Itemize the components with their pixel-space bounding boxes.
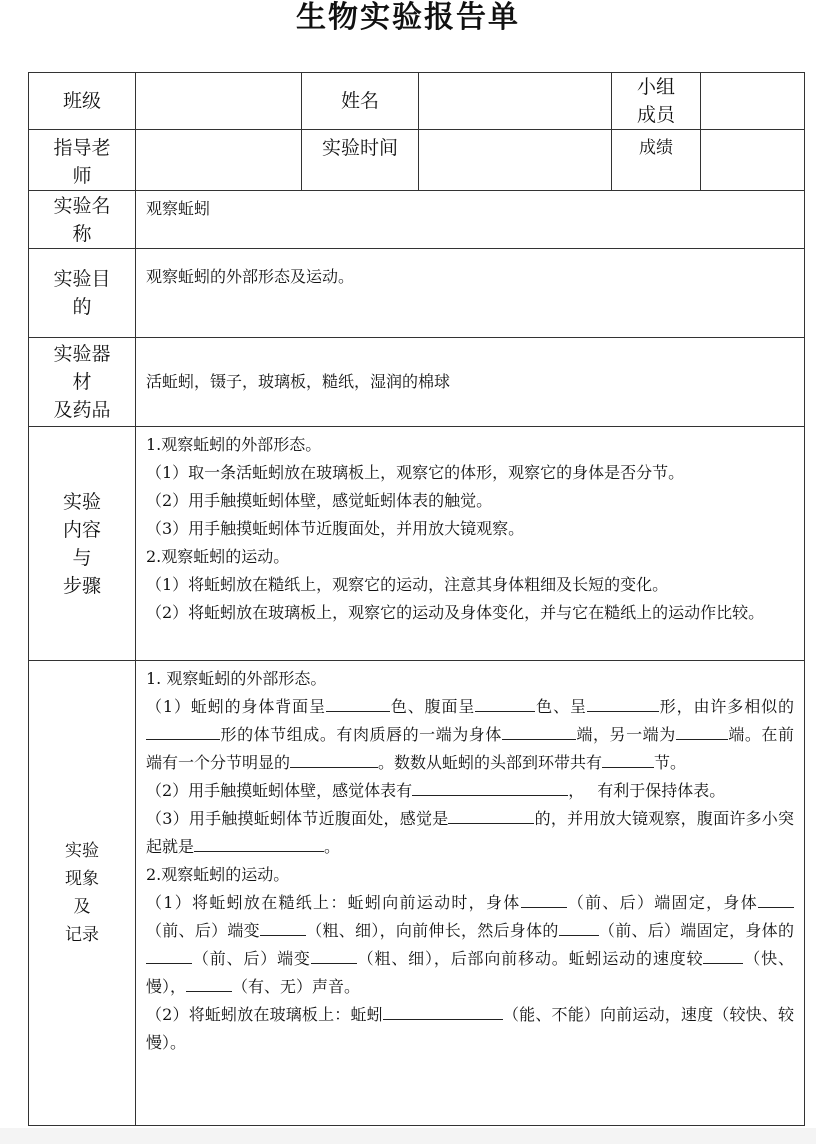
header-row-2 — [29, 130, 805, 191]
materials-label-line3: 及药品 — [53, 399, 111, 421]
time-label: 实验时间 — [302, 130, 419, 191]
record-text: ， 有利于保持体表。 — [568, 781, 726, 800]
time-field[interactable] — [419, 130, 612, 191]
teacher-label-line1: 指导老 — [53, 137, 111, 159]
record-text: （粗、细），向前伸长，然后身体的 — [305, 921, 559, 940]
materials-row — [29, 338, 805, 427]
record-text: 。数数从蚯蚓的头部到环带共有 — [378, 753, 603, 772]
record-text: （前、后）端变 — [146, 921, 260, 940]
teacher-field[interactable] — [136, 130, 302, 191]
fill-blank[interactable] — [758, 889, 794, 908]
step-heading-2: 2.观察蚯蚓的运动。 — [146, 547, 290, 566]
content-label-line1: 实验 — [62, 490, 101, 513]
header-row-1 — [29, 73, 805, 130]
record-text: （前、后）端变 — [192, 949, 311, 968]
fill-blank[interactable] — [194, 833, 324, 852]
purpose-row — [29, 249, 805, 338]
record-text: 色、腹面呈 — [389, 697, 476, 716]
page-bottom-edge — [0, 1128, 816, 1144]
record-paragraph-2 — [146, 777, 794, 805]
fill-blank[interactable] — [602, 749, 654, 768]
record-content — [136, 661, 805, 1126]
record-text: （2）将蚯蚓放在玻璃板上：蚯蚓 — [146, 1005, 383, 1024]
fill-blank[interactable] — [412, 777, 568, 796]
fill-blank[interactable] — [521, 889, 567, 908]
class-label: 班级 — [29, 73, 136, 130]
name-field[interactable] — [419, 73, 612, 130]
record-text: （有、无）声音。 — [232, 977, 361, 996]
page-title: 生物实验报告单 — [296, 0, 520, 35]
record-label — [29, 661, 136, 1126]
content-row — [29, 427, 805, 661]
fill-blank[interactable] — [676, 721, 728, 740]
purpose-label-line1: 实验目 — [53, 268, 111, 290]
fill-blank[interactable] — [146, 945, 192, 964]
group-label-line1: 小组 — [636, 76, 675, 98]
record-text: 形，由许多相似的 — [658, 697, 794, 716]
record-label-line2: 现象 — [65, 869, 99, 889]
step-item: （1）取一条活蚯蚓放在玻璃板上，观察它的体形，观察它的身体是否分节。 — [146, 463, 685, 482]
record-label-line1: 实验 — [65, 841, 99, 861]
content-label — [29, 427, 136, 661]
record-paragraph-4 — [146, 889, 794, 1001]
score-label: 成绩 — [612, 130, 701, 191]
fill-blank[interactable] — [326, 693, 390, 712]
fill-blank[interactable] — [383, 1001, 503, 1020]
record-row — [29, 661, 805, 1126]
step-item: （1）将蚯蚓放在糙纸上，观察它的运动，注意其身体粗细及长短的变化。 — [146, 575, 669, 594]
name-label: 姓名 — [302, 73, 419, 130]
fill-blank[interactable] — [146, 721, 220, 740]
score-field[interactable] — [701, 130, 805, 191]
record-text: 。 — [324, 837, 341, 856]
content-label-line3: 与 — [72, 546, 92, 569]
purpose-value: 观察蚯蚓的外部形态及运动。 — [136, 249, 805, 338]
fill-blank[interactable] — [703, 945, 743, 964]
content-steps — [136, 427, 805, 661]
materials-label-line2: 材 — [72, 371, 92, 393]
record-text: （快、慢）， — [146, 949, 794, 996]
record-paragraph-5 — [146, 1001, 794, 1057]
group-members-field[interactable] — [701, 73, 805, 130]
record-text: 色、呈 — [535, 697, 587, 716]
record-heading-2: 2.观察蚯蚓的运动。 — [146, 865, 290, 884]
record-text: （能、不能）向前运动，速度（较快、较慢）。 — [146, 1005, 794, 1052]
fill-blank[interactable] — [475, 693, 535, 712]
class-field[interactable] — [136, 73, 302, 130]
record-text: （3）用手触摸蚯蚓体节近腹面处，感觉是 — [146, 809, 449, 828]
purpose-label-line2: 的 — [72, 296, 92, 318]
step-item: （2）将蚯蚓放在玻璃板上，观察它的运动及身体变化，并与它在糙纸上的运动作比较。 — [146, 603, 765, 622]
materials-label-line1: 实验器 — [53, 343, 111, 365]
group-members-label — [612, 73, 701, 130]
purpose-label — [29, 249, 136, 338]
record-heading-1: 1. 观察蚯蚓的外部形态。 — [146, 669, 327, 688]
experiment-name-row — [29, 191, 805, 249]
materials-value: 活蚯蚓，镊子，玻璃板，糙纸，湿润的棉球 — [136, 338, 805, 427]
record-text: （1）蚯蚓的身体背面呈 — [146, 697, 326, 716]
record-text: （前、后）端固定，身体 — [566, 893, 758, 912]
record-text: 形的体节组成。有肉质唇的一端为身体 — [220, 725, 502, 744]
record-text: （前、后）端固定，身体的 — [598, 921, 794, 940]
teacher-label-line2: 师 — [72, 165, 92, 187]
record-paragraph-1 — [146, 693, 794, 777]
content-label-line4: 步骤 — [62, 574, 101, 597]
record-text: 端，另一端为 — [575, 725, 676, 744]
experiment-name-label — [29, 191, 136, 249]
fill-blank[interactable] — [260, 917, 306, 936]
content-label-line2: 内容 — [62, 518, 101, 541]
fill-blank[interactable] — [448, 805, 534, 824]
step-heading-1: 1.观察蚯蚓的外部形态。 — [146, 435, 322, 454]
record-text: 端。在前端有一个分节明显的 — [146, 725, 794, 772]
record-label-line3: 及 — [73, 897, 91, 917]
fill-blank[interactable] — [559, 917, 599, 936]
teacher-label — [29, 130, 136, 191]
experiment-name-label-line1: 实验名 — [53, 194, 111, 217]
fill-blank[interactable] — [186, 973, 232, 992]
record-text: （粗、细），后部向前移动。蚯蚓运动的速度较 — [356, 949, 704, 968]
step-item: （2）用手触摸蚯蚓体壁，感觉蚯蚓体表的触觉。 — [146, 491, 493, 510]
fill-blank[interactable] — [311, 945, 357, 964]
fill-blank[interactable] — [502, 721, 576, 740]
record-text: （2）用手触摸蚯蚓体壁，感觉体表有 — [146, 781, 413, 800]
record-text: 节。 — [654, 753, 687, 772]
record-paragraph-3 — [146, 805, 794, 861]
fill-blank[interactable] — [290, 749, 378, 768]
step-item: （3）用手触摸蚯蚓体节近腹面处，并用放大镜观察。 — [146, 519, 525, 538]
report-table — [28, 72, 805, 1126]
experiment-name-label-line2: 称 — [72, 222, 92, 245]
group-label-line2: 成员 — [636, 104, 675, 126]
experiment-name-value: 观察蚯蚓 — [136, 191, 805, 249]
record-text: （1）将蚯蚓放在糙纸上：蚯蚓向前运动时，身体 — [146, 893, 521, 912]
record-text: 的，并用放大镜观察，腹面许多小突起就是 — [146, 809, 794, 856]
materials-label — [29, 338, 136, 427]
fill-blank[interactable] — [587, 693, 659, 712]
record-label-line4: 记录 — [65, 925, 99, 945]
